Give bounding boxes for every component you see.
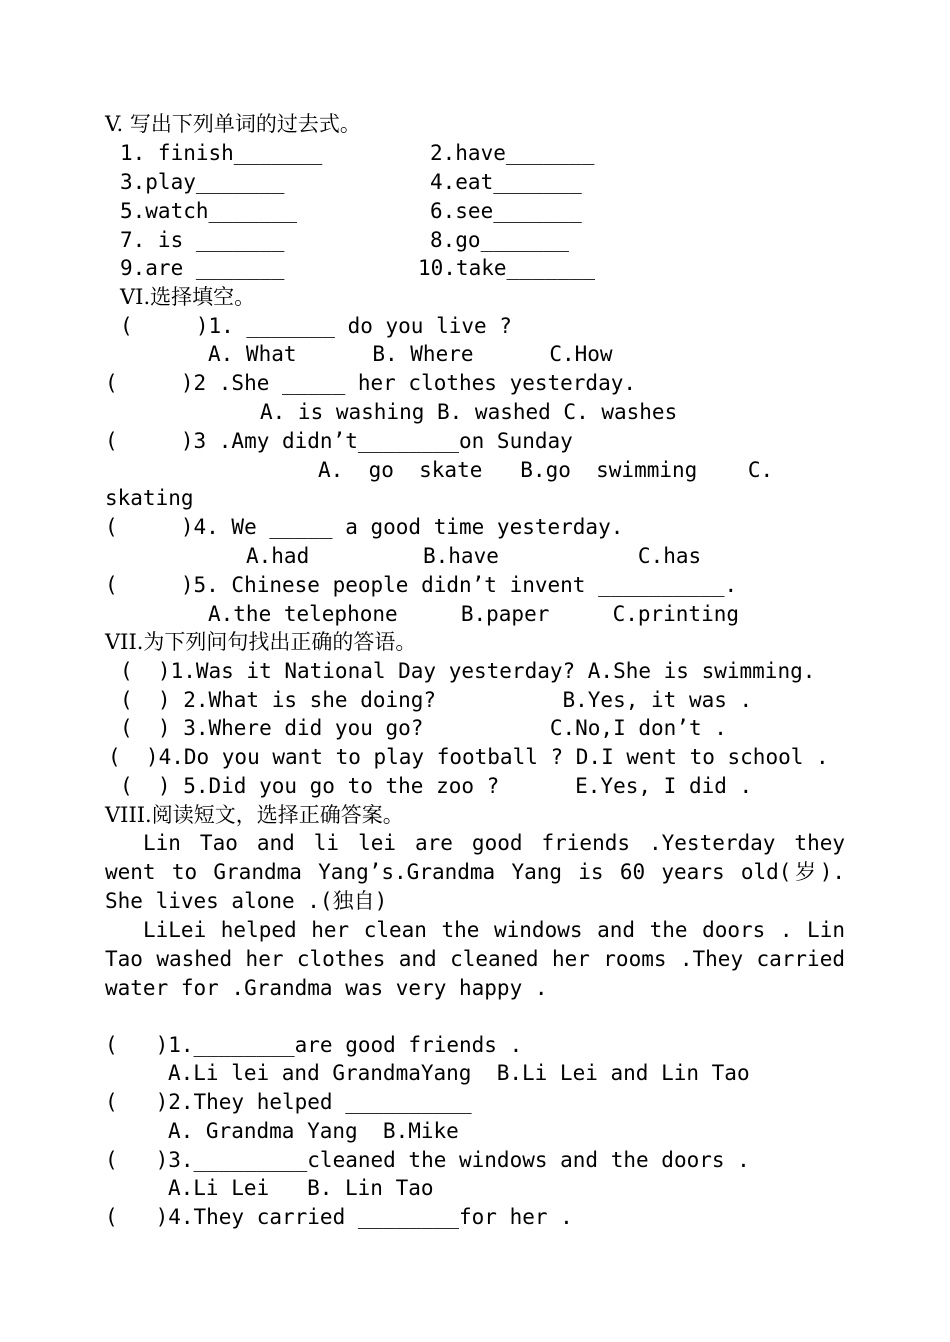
reading-question-1-options: A.Li lei and GrandmaYang B.Li Lei and Lin Tao	[168, 1061, 750, 1085]
word-item-10: 10.take_______	[418, 256, 596, 280]
mc-question-2: ( )2 .She _____ her clothes yesterday.	[105, 371, 637, 395]
word-item-4: 4.eat_______	[430, 170, 582, 194]
section-7-heading: VII.为下列问句找出正确的答语。	[105, 630, 417, 654]
reading-question-3: ( )3._________cleaned the windows and the doors .	[105, 1148, 750, 1172]
word-item-6: 6.see_______	[430, 199, 582, 223]
word-item-3: 3.play_______	[120, 170, 285, 194]
mc-question-1: ( )1. _______ do you live ?	[120, 314, 512, 338]
word-item-7: 7. is _______	[120, 228, 285, 252]
word-item-1: 1. finish_______	[120, 141, 323, 165]
reading-passage-paragraph-1: Lin Tao and li lei are good friends .Yesterday they went to Grandma Yang’s.Grandma Yang is 60 years old(岁). She lives alone .(独自)	[105, 831, 845, 913]
mc-question-2-options: A. is washing B. washed C. washes	[260, 400, 678, 424]
mc-question-5: ( )5. Chinese people didn’t invent __________.	[105, 573, 738, 597]
word-item-9: 9.are _______	[120, 256, 285, 280]
mc-question-4-options: A.had B.have C.has	[246, 544, 702, 568]
reading-question-1: ( )1.________are good friends .	[105, 1033, 523, 1057]
word-item-5: 5.watch_______	[120, 199, 298, 223]
match-row-4: ( )4.Do you want to play football ? D.I went to school .	[108, 745, 829, 769]
section-8-heading: VIII.阅读短文，选择正确答案。	[105, 803, 404, 827]
word-item-2: 2.have_______	[430, 141, 595, 165]
section-6-heading: VI.选择填空。	[120, 285, 256, 309]
match-row-2: ( ) 2.What is she doing? B.Yes, it was .	[120, 688, 753, 712]
reading-question-4: ( )4.They carried ________for her .	[105, 1205, 573, 1229]
mc-question-3-options-cont: skating	[105, 486, 194, 510]
word-item-8: 8.go_______	[430, 228, 570, 252]
mc-question-5-options: A.the telephone B.paper C.printing	[208, 602, 740, 626]
reading-question-3-options: A.Li Lei B. Lin Tao	[168, 1176, 434, 1200]
reading-question-2: ( )2.They helped __________	[105, 1090, 472, 1114]
mc-question-3: ( )3 .Amy didn’t________on Sunday	[105, 429, 573, 453]
match-row-1: ( )1.Was it National Day yesterday? A.She is swimming.	[120, 659, 816, 683]
mc-question-1-options: A. What B. Where C.How	[208, 342, 613, 366]
match-row-3: ( ) 3.Where did you go? C.No,I don’t .	[120, 716, 727, 740]
match-row-5: ( ) 5.Did you go to the zoo ? E.Yes, I did .	[120, 774, 753, 798]
reading-passage-paragraph-2: LiLei helped her clean the windows and the doors . Lin Tao washed her clothes and cleaned her rooms .They carried water for .Grandma was very happy .	[105, 918, 845, 1000]
mc-question-3-options: A. go skate B.go swimming C.	[318, 458, 774, 482]
reading-question-2-options: A. Grandma Yang B.Mike	[168, 1119, 459, 1143]
mc-question-4: ( )4. We _____ a good time yesterday.	[105, 515, 624, 539]
section-5-heading: V. 写出下列单词的过去式。	[105, 112, 361, 136]
